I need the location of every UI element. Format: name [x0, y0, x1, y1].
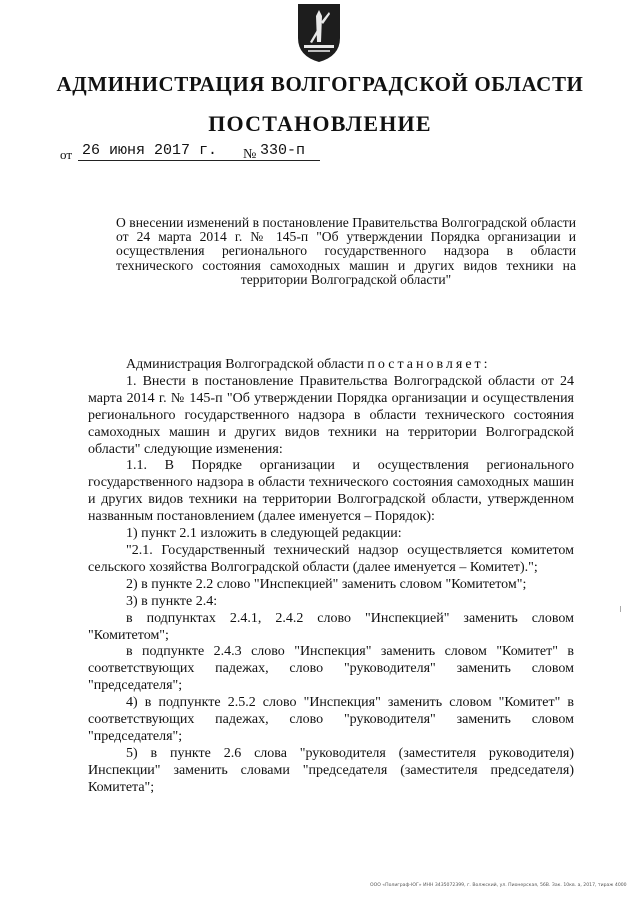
date-value: 26 июня 2017 г. [82, 142, 218, 159]
number-underline [258, 160, 320, 161]
number-prefix: № [243, 147, 257, 162]
intro-text: Администрация Волгоградской области [126, 357, 368, 372]
intro-verb: постановляет: [367, 357, 491, 372]
intro-paragraph [88, 357, 574, 374]
body-paragraph: в подпунктах 2.4.1, 2.4.2 слово "Инспекцией" заменить словом "Комитетом"; [88, 610, 574, 643]
printer-footer: ООО «Полиграф-ЮГ» ИНН 3435072399, г. Волжский, ул. Пионерская, 56В. Зак. 10кв. а, 2017, тираж 4000 [370, 883, 627, 888]
document-type-title: ПОСТАНОВЛЕНИЕ [208, 111, 432, 136]
document-body [88, 357, 574, 797]
body-paragraph: в подпункте 2.4.3 слово "Инспекция" заменить словом "Комитет" в соответствующих падежах, слово "руководителя" заменить словом "председателя"; [88, 644, 574, 694]
document-subject: О внесении изменений в постановление Правительства Волгоградской области от 24 марта 2014 г. № 145-п "Об утверждении Порядка организации и осуществления регионального государственного надзора в области технического состояния самоходных машин и других видов техники на территории Волгоградской области" [116, 215, 576, 287]
body-paragraph: 1.1. В Порядке организации и осуществления регионального государственного надзора в области технического состояния самоходных машин и других видов техники на территории Волгоградской области, утвержденном названным постановлением (далее именуется – Порядок): [88, 458, 574, 525]
volgograd-emblem-icon [296, 2, 342, 64]
body-paragraph: 5) в пункте 2.6 слова "руководителя (заместителя руководителя) Инспекции" заменить словами "председателя (заместителя председателя) Комитета"; [88, 745, 574, 795]
date-number-line [60, 141, 400, 165]
scan-speck [620, 606, 621, 612]
body-paragraph: 2) в пункте 2.2 слово "Инспекцией" заменить словом "Комитетом"; [126, 576, 527, 592]
organization-title: АДМИНИСТРАЦИЯ ВОЛГОГРАДСКОЙ ОБЛАСТИ [56, 72, 584, 96]
body-paragraph: 1) пункт 2.1 изложить в следующей редакции: [126, 526, 402, 542]
body-paragraph: 1. Внести в постановление Правительства Волгоградской области от 24 марта 2014 г. № 145-п "Об утверждении Порядка организации и осуществления регионального государственного надзора в области технического состояния самоходных машин и других видов техники на территории Волгоградской области" следующие изменения: [88, 373, 574, 457]
body-paragraph: 4) в подпункте 2.5.2 слово "Инспекция" заменить словом "Комитет" в соответствующих падежах, слово "руководителя" заменить словом "председателя"; [88, 695, 574, 744]
number-value: 330-п [260, 142, 306, 159]
date-prefix: от [60, 147, 73, 162]
body-paragraph: "2.1. Государственный технический надзор осуществляется комитетом сельского хозяйства Волгоградской области (далее именуется – Комитет)."; [88, 542, 574, 575]
body-paragraph: 3) в пункте 2.4: [126, 593, 218, 609]
